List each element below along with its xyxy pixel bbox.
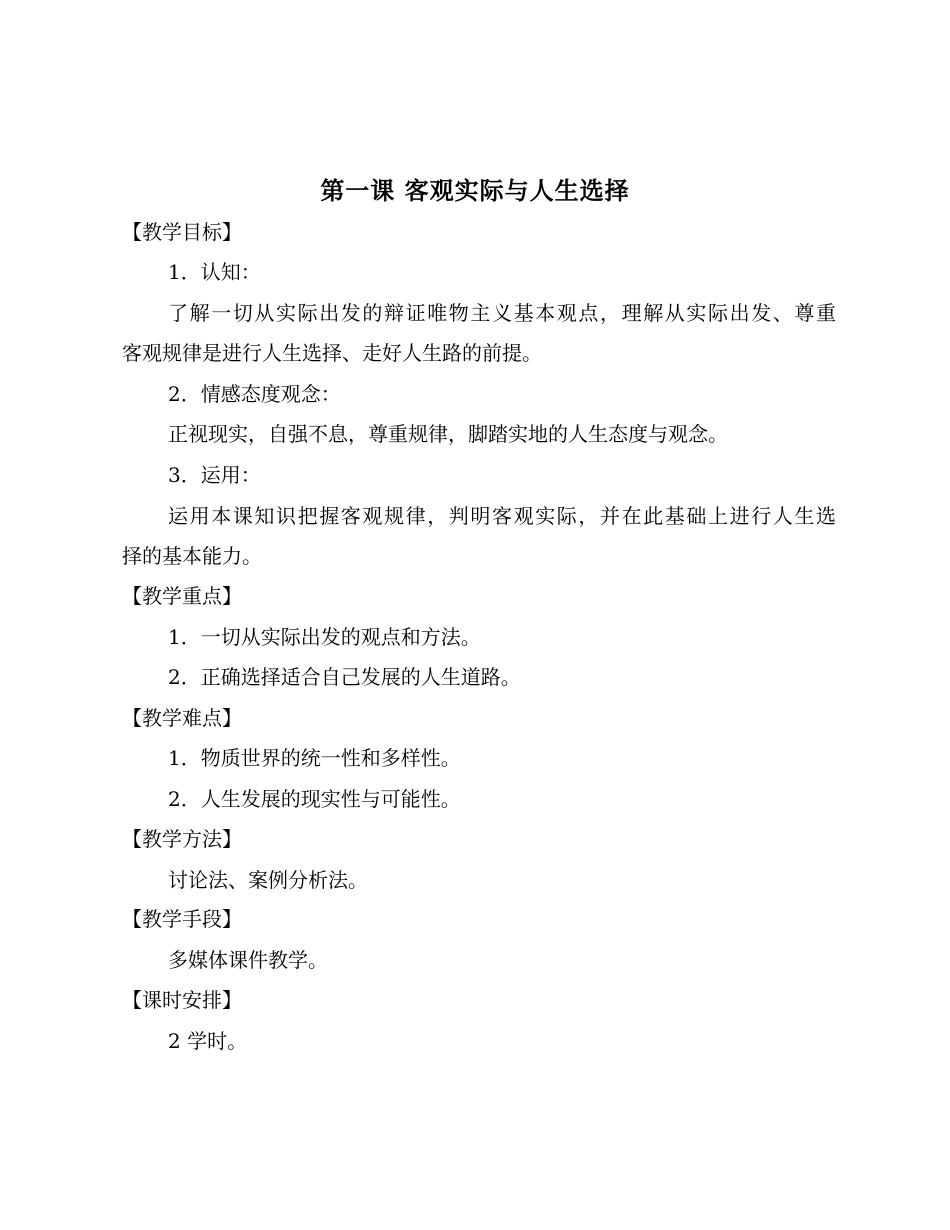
section-heading-means: 【教学手段】: [122, 907, 242, 931]
objective-3-text-line1: 运用本课知识把握客观规律，判明客观实际，并在此基础上进行人生选: [168, 504, 836, 528]
section-heading-difficulties: 【教学难点】: [122, 706, 242, 730]
section-heading-schedule: 【课时安排】: [122, 988, 242, 1012]
objective-1-text-line2: 客观规律是进行人生选择、走好人生路的前提。: [122, 341, 542, 365]
methods-text: 讨论法、案例分析法。: [168, 868, 368, 892]
objective-1-text-line1: 了解一切从实际出发的辩证唯物主义基本观点，理解从实际出发、尊重: [168, 301, 836, 325]
objective-2-label: 2．情感态度观念：: [168, 382, 341, 406]
schedule-text: 2 学时。: [168, 1029, 248, 1053]
section-heading-key-points: 【教学重点】: [122, 584, 242, 608]
difficulty-1: 1．物质世界的统一性和多样性。: [168, 746, 461, 770]
objective-3-text-line2: 择的基本能力。: [122, 544, 262, 568]
objective-3-label: 3．运用：: [168, 463, 261, 487]
key-point-1: 1．一切从实际出发的观点和方法。: [168, 625, 481, 649]
section-heading-methods: 【教学方法】: [122, 827, 242, 851]
difficulty-2: 2．人生发展的现实性与可能性。: [168, 787, 461, 811]
objective-1-label: 1．认知：: [168, 260, 261, 284]
objective-2-text: 正视现实，自强不息，尊重规律，脚踏实地的人生态度与观念。: [168, 422, 728, 446]
section-heading-objectives: 【教学目标】: [122, 220, 242, 244]
key-point-2: 2．正确选择适合自己发展的人生道路。: [168, 665, 521, 689]
means-text: 多媒体课件教学。: [168, 948, 328, 972]
page-title: 第一课 客观实际与人生选择: [320, 176, 630, 205]
